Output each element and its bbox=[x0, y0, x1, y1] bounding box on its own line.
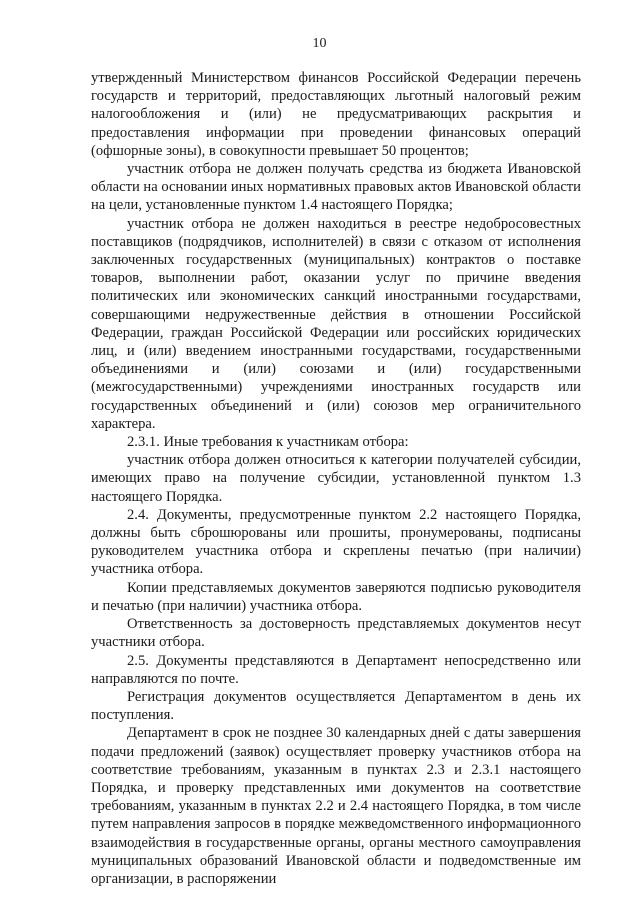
paragraph-9: 2.5. Документы представляются в Департамент непосредственно или направляются по почте. bbox=[91, 652, 581, 687]
document-body bbox=[91, 69, 581, 888]
paragraph-6: 2.4. Документы, предусмотренные пунктом 2.2 настоящего Порядка, должны быть сброшюрованы или прошиты, пронумерованы, подписаны руководителем участника отбора и скреплены печатью (при наличии) участника отбора. bbox=[91, 506, 581, 578]
paragraph-1: утвержденный Министерством финансов Российской Федерации перечень государств и территорий, предоставляющих льготный налоговый режим налогообложения и (или) не предусматривающих раскрытия и предоставления информации при проведении финансовых операций (офшорные зоны), в совокупности превышает 50 процентов; bbox=[91, 70, 581, 159]
paragraph-7: Копии представляемых документов заверяются подписью руководителя и печатью (при наличии) участника отбора. bbox=[91, 579, 581, 614]
paragraph-4: 2.3.1. Иные требования к участникам отбора: bbox=[127, 434, 409, 451]
page-number: 10 bbox=[312, 36, 327, 51]
paragraph-10: Регистрация документов осуществляется Департаментом в день их поступления. bbox=[91, 688, 581, 724]
paragraph-5: участник отбора должен относиться к категории получателей субсидии, имеющих право на получение субсидии, установленной пунктом 1.3 настоящего Порядка. bbox=[91, 452, 581, 505]
paragraph-11: Департамент в срок не позднее 30 календарных дней с даты завершения подачи предложений (заявок) осуществляет проверку участников отбора на соответствие требованиям, указанным в пунктах 2.3 и 2.3.1 настоящего Порядка, и проверку представленных ими документов на соответствие требованиям, указанным в пунктах 2.2 и 2.4 настоящего Порядка, в том числе путем направления запросов в порядке межведомственного информационного взаимодействия в государственные органы, органы местного самоуправления муниципальных образований Ивановской области и подведомственные им организации, в распоряжении bbox=[91, 725, 581, 887]
paragraph-2: участник отбора не должен получать средства из бюджета Ивановской области на основании иных нормативных правовых актов Ивановской области на цели, установленные пунктом 1.4 настоящего Порядка; bbox=[91, 161, 581, 214]
paragraph-3: участник отбора не должен находиться в реестре недобросовестных поставщиков (подрядчиков, исполнителей) в связи с отказом от исполнения заключенных государственных (муниципальных) контрактов о поставке товаров, выполнении работ, оказании услуг по причине введения политических или экономических санкций иностранными государствами, совершающими недружественные действия в отношении Российской Федерации, граждан Российской Федерации или российских юридических лиц, и (или) введением иностранными государствами, государственными объединениями и (или) союзами и (или) государственными (межгосударственными) учреждениями иностранных государств или государственных объединений и (или) союзов мер ограничительного характера. bbox=[91, 215, 581, 432]
paragraph-8: Ответственность за достоверность представляемых документов несут участники отбора. bbox=[91, 616, 581, 651]
